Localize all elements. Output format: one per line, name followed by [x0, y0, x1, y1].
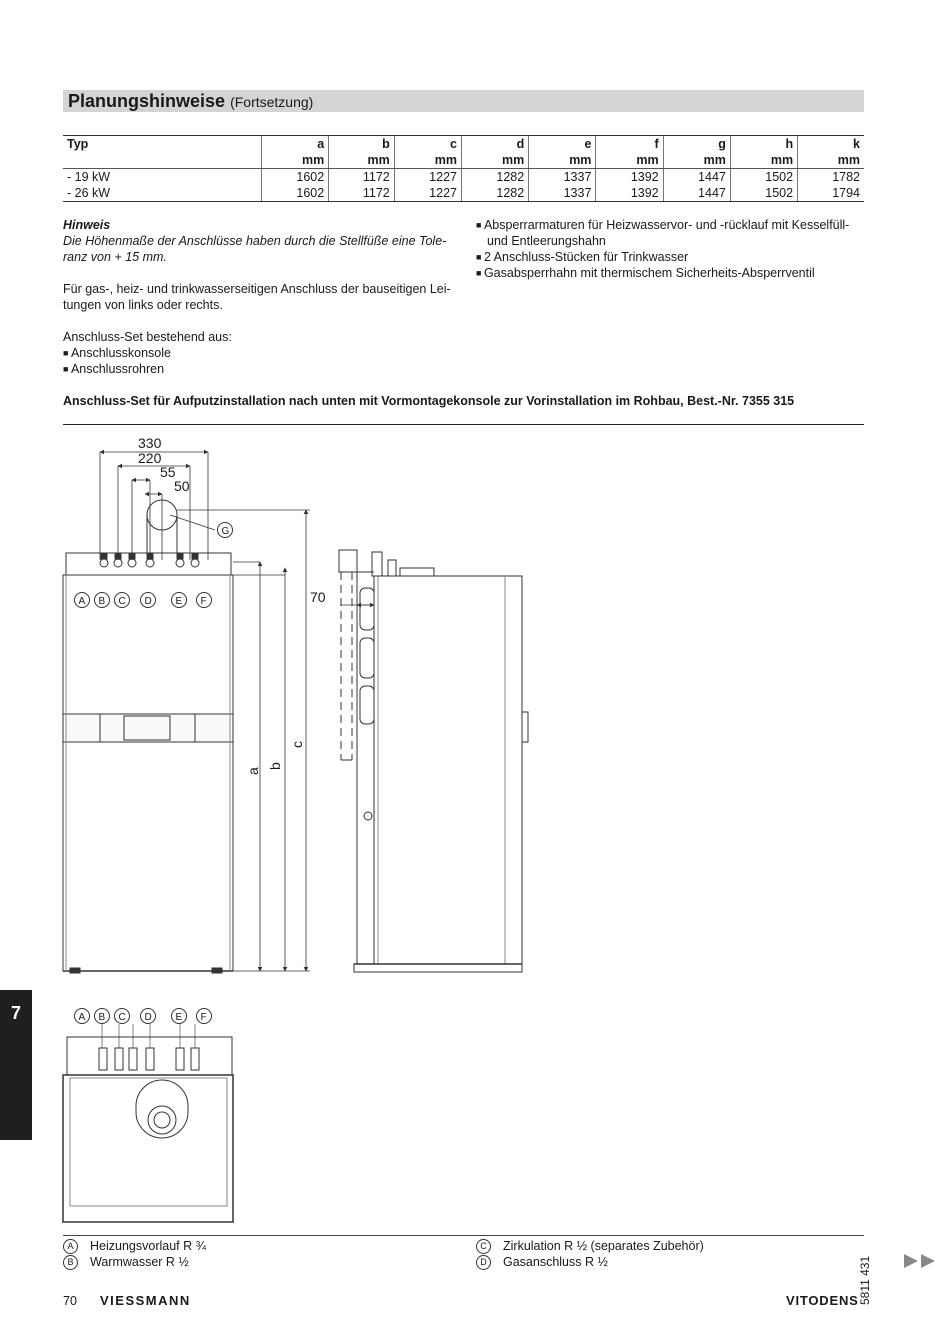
- legend-rule: [63, 1235, 864, 1236]
- top-dimensions: [100, 452, 310, 971]
- dim-b: b: [267, 762, 283, 770]
- label-c: C: [118, 1012, 126, 1023]
- label-a: A: [78, 1012, 86, 1023]
- table-cell: 1337: [529, 169, 596, 186]
- table-header-cell: d: [461, 136, 528, 153]
- legend-item: [63, 1254, 206, 1270]
- table-unit-cell: mm: [529, 152, 596, 169]
- legend-text: Zirkulation R ½ (separates Zubehör): [503, 1239, 704, 1253]
- table-unit-cell: mm: [329, 152, 395, 169]
- table-cell: 1337: [529, 185, 596, 202]
- label-f: F: [200, 1012, 207, 1023]
- label-g: G: [221, 526, 230, 537]
- front-control-panel: [63, 714, 233, 742]
- front-connection-pipes: [100, 553, 199, 567]
- legend-text: Warmwasser R ½: [90, 1255, 189, 1270]
- table-cell: 1282: [461, 169, 528, 186]
- table-cell: 1172: [329, 169, 395, 186]
- table-unit-cell: mm: [730, 152, 797, 169]
- table-header-cell: a: [262, 136, 329, 153]
- table-unit-cell: mm: [394, 152, 461, 169]
- side-housing-outline: [374, 576, 522, 964]
- table-cell: 1392: [596, 169, 663, 186]
- table-unit-cell: mm: [663, 152, 730, 169]
- top-housing-outline: [63, 1075, 233, 1222]
- bullet-item-continued: und Entleerungshahn: [487, 234, 606, 248]
- table-header-cell: c: [394, 136, 461, 153]
- table-unit-cell: mm: [798, 152, 864, 169]
- table-header-cell: Typ: [63, 136, 262, 153]
- side-handle: [522, 712, 528, 742]
- table-cell: 1227: [394, 185, 461, 202]
- label-d: D: [144, 596, 152, 607]
- hinweis-line: Die Höhenmaße der Anschlüsse haben durch die Stellfüße eine Tole-: [63, 234, 447, 248]
- dim-330: 330: [138, 435, 162, 451]
- legend-key: D: [476, 1255, 491, 1270]
- table-unit-cell: mm: [596, 152, 663, 169]
- table-cell: 1282: [461, 185, 528, 202]
- legend-item: [476, 1238, 704, 1254]
- dim-50: 50: [174, 478, 190, 494]
- table-cell: 1782: [798, 169, 864, 186]
- legend-key: A: [63, 1239, 78, 1254]
- label-c: C: [118, 596, 126, 607]
- set-item: ■ Anschlusskonsole: [63, 345, 463, 361]
- table-header-cell: b: [329, 136, 395, 153]
- label-a: A: [78, 596, 86, 607]
- dim-a: a: [245, 767, 261, 775]
- table-cell: 1227: [394, 169, 461, 186]
- paragraph-line: Für gas-, heiz- und trinkwasserseitigen Anschluss der bauseitigen Lei-: [63, 282, 451, 296]
- top-view: [63, 1037, 233, 1222]
- table-header-cell: e: [529, 136, 596, 153]
- vertical-dimensions: [260, 510, 306, 971]
- top-connection-labels: [75, 1009, 212, 1024]
- table-cell: 1392: [596, 185, 663, 202]
- table-cell: 1502: [730, 185, 797, 202]
- dim-70: 70: [310, 589, 326, 605]
- table-unit-cell: mm: [262, 152, 329, 169]
- legend-text: Heizungsvorlauf R ¾: [90, 1239, 207, 1253]
- label-d: D: [144, 1012, 152, 1023]
- legend-key: C: [476, 1239, 491, 1254]
- legend-item: [63, 1238, 206, 1254]
- hinweis-title: Hinweis: [63, 218, 111, 232]
- legend-item: [476, 1254, 704, 1270]
- top-console: [67, 1037, 232, 1075]
- document-number: 5811 431: [858, 1255, 872, 1305]
- set-item: ■ Anschlussrohren: [63, 361, 463, 377]
- label-e: E: [175, 596, 183, 607]
- chapter-tab-number: 7: [10, 1003, 21, 1023]
- legend-left: [63, 1238, 206, 1270]
- product-name: VITODENS: [786, 1293, 859, 1308]
- legend-right: [476, 1238, 704, 1270]
- table-header-cell: k: [798, 136, 864, 153]
- table-cell: 1794: [798, 185, 864, 202]
- side-console: [339, 550, 357, 572]
- brand-logo: VIESSMANN: [100, 1293, 191, 1308]
- label-b: B: [98, 1012, 106, 1023]
- table-header-cell: f: [596, 136, 663, 153]
- dim-c: c: [289, 741, 305, 748]
- label-b: B: [98, 596, 106, 607]
- legend-text: Gasanschluss R ½: [503, 1255, 608, 1270]
- table-cell: - 19 kW: [67, 170, 111, 184]
- table-header-cell: g: [663, 136, 730, 153]
- page-title-subtitle: (Fortsetzung): [230, 94, 314, 110]
- top-connection-pipes: [99, 1048, 199, 1070]
- table-unit-cell: mm: [461, 152, 528, 169]
- table-cell: 1602: [262, 185, 329, 202]
- front-view: [63, 500, 233, 973]
- bullet-item: ■ Gasabsperrhahn mit thermischem Sicherheits-Absperrventil: [476, 265, 866, 281]
- front-housing-outline: [63, 575, 233, 971]
- table-cell: - 26 kW: [63, 185, 262, 202]
- bullet-item: ■ 2 Anschluss-Stücken für Trinkwasser: [476, 249, 866, 265]
- page-number: 70: [63, 1294, 77, 1308]
- side-view: [339, 550, 528, 972]
- set-intro: Anschluss-Set bestehend aus:: [63, 330, 232, 344]
- paragraph-line: tungen von links oder rechts.: [63, 298, 223, 312]
- page-title-main: Planungshinweise: [68, 91, 226, 111]
- hinweis-line: ranz von + 15 mm.: [63, 250, 167, 264]
- section-heading: Anschluss-Set für Aufputzinstallation nach unten mit Vormontagekonsole zur Vorinstallation im Rohbau, Best.-Nr. 7355 315: [63, 394, 795, 408]
- legend-key: B: [63, 1255, 78, 1270]
- table-cell: 1172: [329, 185, 395, 202]
- table-cell: 1447: [663, 185, 730, 202]
- table-cell: 1502: [730, 169, 797, 186]
- table-cell: 1447: [663, 169, 730, 186]
- label-f: F: [200, 596, 207, 607]
- front-connection-labels: [75, 593, 212, 608]
- bullet-item: ■ Absperrarmaturen für Heizwasservor- und -rücklauf mit Kesselfüll-: [476, 217, 866, 233]
- table-cell: 1602: [262, 169, 329, 186]
- next-page-arrows-icon: [904, 1252, 944, 1270]
- dim-220: 220: [138, 450, 162, 466]
- label-e: E: [175, 1012, 183, 1023]
- table-header-cell: h: [730, 136, 797, 153]
- dim-55: 55: [160, 464, 176, 480]
